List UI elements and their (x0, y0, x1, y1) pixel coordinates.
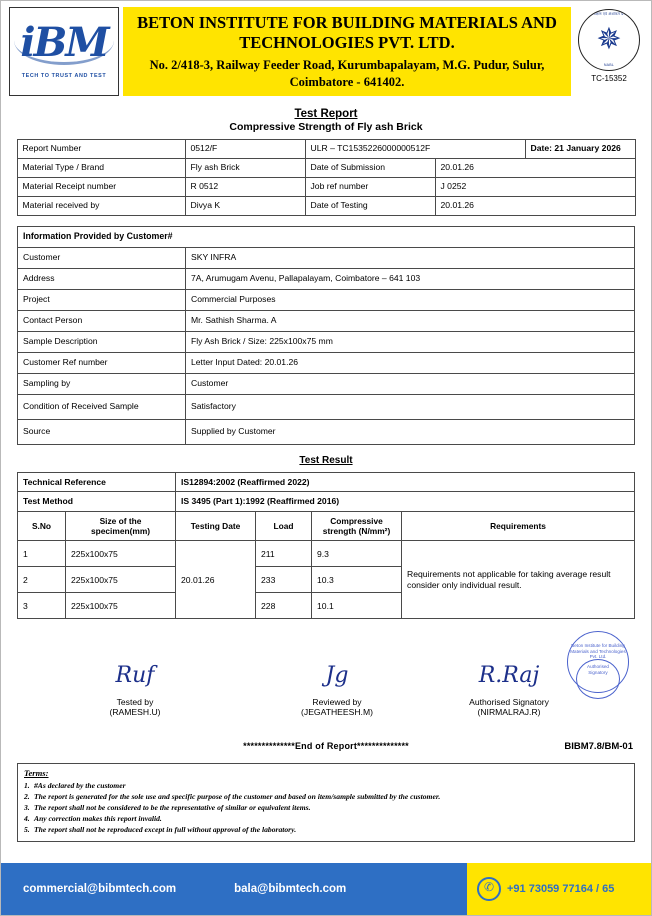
reviewed-by-name: (JEGATHEESH.M) (301, 707, 373, 718)
table-row (17, 158, 635, 177)
terms-box (17, 763, 635, 842)
table-row (18, 268, 635, 289)
contact-person-label: Contact Person (18, 310, 186, 331)
logo-text: iBM (20, 19, 108, 67)
company-stamp-inner-text: Authorised Signatory (576, 659, 620, 699)
tested-by-signature: Ruf (115, 663, 155, 689)
customer-ref-value: Letter Input Dated: 20.01.26 (186, 352, 635, 373)
received-by-value: Divya K (185, 196, 305, 215)
condition-label: Condition of Received Sample (18, 394, 186, 419)
sampling-by-value: Customer (186, 373, 635, 394)
customer-label: Customer (18, 247, 186, 268)
customer-info-table (17, 226, 635, 445)
material-receipt-value: R 0512 (185, 177, 305, 196)
col-load: Load (256, 512, 312, 541)
list-item: 5. The report shall not be reproduced except in full without approval of the laboratory. (24, 825, 297, 835)
source-label: Source (18, 419, 186, 444)
customer-section-title: Information Provided by Customer# (18, 226, 635, 247)
condition-value: Satisfactory (186, 394, 635, 419)
ulr-value: ULR – TC1535226000000512F (305, 139, 525, 158)
address-label: Address (18, 268, 186, 289)
term-text: #As declared by the customer (34, 781, 126, 791)
job-ref-value: J 0252 (435, 177, 635, 196)
end-of-report-row (17, 741, 635, 757)
table-row (18, 541, 635, 567)
col-requirements: Requirements (402, 512, 635, 541)
tested-by-name: (RAMESH.U) (109, 707, 161, 718)
nabl-seal-icon (578, 9, 640, 71)
table-row (17, 196, 635, 215)
table-row (18, 352, 635, 373)
table-row (18, 310, 635, 331)
row3-size: 225x100x75 (66, 593, 176, 619)
table-row (18, 331, 635, 352)
testing-date-value: 20.01.26 (435, 196, 635, 215)
source-value: Supplied by Customer (186, 419, 635, 444)
customer-section-header (18, 226, 635, 247)
row2-load: 233 (256, 567, 312, 593)
sample-description-value: Fly Ash Brick / Size: 225x100x75 mm (186, 331, 635, 352)
footer-emails (1, 863, 467, 915)
report-date: Date: 21 January 2026 (525, 139, 635, 158)
project-label: Project (18, 289, 186, 310)
terms-list (24, 780, 628, 835)
table-row (18, 419, 635, 444)
row2-size: 225x100x75 (66, 567, 176, 593)
test-method-value: IS 3495 (Part 1):1992 (Reaffirmed 2016) (176, 492, 635, 512)
customer-ref-label: Customer Ref number (18, 352, 186, 373)
address-value: 7A, Arumugam Avenu, Pallapalayam, Coimbatore – 641 103 (186, 268, 635, 289)
material-receipt-label: Material Receipt number (17, 177, 185, 196)
page-subtitle: Compressive Strength of Fly ash Brick (229, 120, 423, 133)
list-item: 2. The report is generated for the sole use and specific purpose of the customer and based on item/sample submitted by the customer. (24, 792, 441, 802)
footer-phone[interactable]: +91 73059 77164 / 65 (507, 883, 615, 895)
signature-area (17, 627, 635, 739)
sampling-by-label: Sampling by (18, 373, 186, 394)
report-title-block (1, 108, 651, 133)
testing-date-label: Date of Testing (305, 196, 435, 215)
material-type-value: Fly ash Brick (185, 158, 305, 177)
page-title: Test Report (294, 107, 358, 120)
list-item: 4. Any correction makes this report invalid. (24, 814, 162, 824)
table-row (17, 139, 635, 158)
technical-reference-value: IS12894:2002 (Reaffirmed 2022) (176, 472, 635, 492)
technical-reference-label: Technical Reference (18, 472, 176, 492)
table-row (18, 492, 635, 512)
seal-bottom-text: NABL (603, 63, 615, 67)
row1-strength: 9.3 (312, 541, 402, 567)
end-of-report-text: **************End of Report************** (243, 741, 409, 752)
row2-strength: 10.3 (312, 567, 402, 593)
tested-by-role: Tested by (116, 697, 154, 708)
authorised-signature: R.Raj (478, 663, 540, 689)
report-meta-table (17, 139, 636, 216)
term-text: The report is generated for the sole use and specific purpose of the customer and based on item/sample submitted by the customer. (34, 792, 441, 802)
row3-sno: 3 (18, 593, 66, 619)
authorised-signatory-block (429, 655, 589, 717)
tc-number: TC-15352 (591, 74, 627, 83)
row3-strength: 10.1 (312, 593, 402, 619)
seal-top-text: राष्ट्रीय परीक्षण एवं अंशांकन प्रयोगशाला (581, 12, 637, 16)
test-result-title: Test Result (299, 454, 353, 466)
test-result-table (17, 472, 635, 620)
submission-date-value: 20.01.26 (435, 158, 635, 177)
list-item: 1. #As declared by the customer (24, 781, 126, 791)
seal-star-icon: ✵ (596, 23, 622, 56)
document-header (1, 1, 651, 100)
project-value: Commercial Purposes (186, 289, 635, 310)
organization-name: BETON INSTITUTE FOR BUILDING MATERIALS AND TECHNOLOGIES PVT. LTD. (137, 13, 557, 53)
row1-sno: 1 (18, 541, 66, 567)
received-by-label: Material received by (17, 196, 185, 215)
terms-title: Terms: (24, 768, 49, 779)
contact-person-value: Mr. Sathish Sharma. A (186, 310, 635, 331)
authorised-role: Authorised Signatory (469, 697, 549, 708)
company-logo (9, 7, 119, 96)
row1-size: 225x100x75 (66, 541, 176, 567)
organization-address: No. 2/418-3, Railway Feeder Road, Kurumbapalayam, M.G. Pudur, Sulur, Coimbatore - 641402. (149, 58, 545, 89)
term-text: The report shall not be considered to be the representative of similar or equivalent items. (34, 803, 311, 813)
test-method-label: Test Method (18, 492, 176, 512)
table-row (18, 472, 635, 492)
footer-email-2[interactable]: bala@bibmtech.com (234, 883, 347, 895)
page-footer (1, 863, 651, 915)
footer-email-1[interactable]: commercial@bibmtech.com (23, 883, 177, 895)
authorised-name: (NIRMALRAJ.R) (477, 707, 541, 718)
col-size: Size of the specimen(mm) (66, 512, 176, 541)
company-stamp-outer-text: Beton Institute for Building Materials and Technologies Pvt. Ltd. (570, 643, 626, 659)
company-stamp-icon (567, 631, 629, 693)
row3-load: 228 (256, 593, 312, 619)
testing-date-cell: 20.01.26 (176, 541, 256, 619)
requirements-note: Requirements not applicable for taking average result consider only individual result. (402, 541, 635, 619)
accreditation-block (575, 7, 643, 96)
table-row (17, 177, 635, 196)
logo-tagline: TECH TO TRUST AND TEST (21, 73, 107, 80)
list-item: 3. The report shall not be considered to be the representative of similar or equivalent items. (24, 803, 311, 813)
table-row (18, 373, 635, 394)
col-testing-date: Testing Date (176, 512, 256, 541)
table-row (18, 247, 635, 268)
sample-description-label: Sample Description (18, 331, 186, 352)
reviewed-by-role: Reviewed by (312, 697, 362, 708)
table-header-row (18, 512, 635, 541)
job-ref-label: Job ref number (305, 177, 435, 196)
report-number-label: Report Number (17, 139, 185, 158)
table-row (18, 394, 635, 419)
reviewed-by-signature: Jg (325, 663, 349, 689)
phone-icon: ✆ (477, 877, 501, 901)
submission-date-label: Date of Submission (305, 158, 435, 177)
table-row (18, 289, 635, 310)
document-code: BIBM7.8/BM-01 (564, 741, 633, 753)
customer-value: SKY INFRA (186, 247, 635, 268)
organization-banner (123, 7, 571, 96)
term-text: Any correction makes this report invalid. (34, 814, 162, 824)
col-strength: Compressive strength (N/mm²) (312, 512, 402, 541)
report-number-value: 0512/F (185, 139, 305, 158)
reviewed-by-block (257, 655, 417, 717)
tested-by-block (55, 655, 215, 717)
footer-phone-block (467, 863, 651, 915)
col-sno: S.No (18, 512, 66, 541)
row2-sno: 2 (18, 567, 66, 593)
material-type-label: Material Type / Brand (17, 158, 185, 177)
term-text: The report shall not be reproduced except in full without approval of the laboratory. (34, 825, 297, 835)
row1-load: 211 (256, 541, 312, 567)
